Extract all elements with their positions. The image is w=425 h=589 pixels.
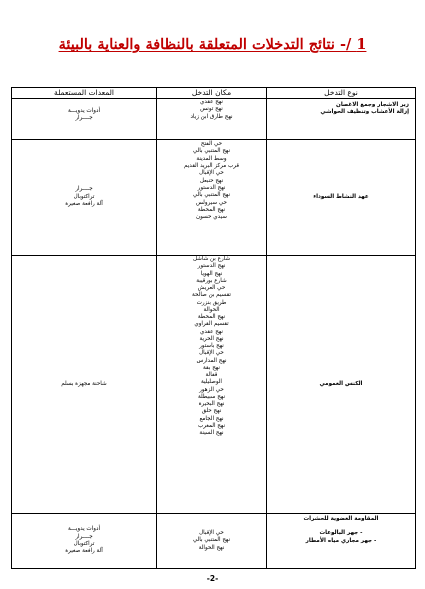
equipment-item: أدوات يدويـــة <box>67 526 100 533</box>
place-item: نهج المتنبي بالي <box>192 148 231 155</box>
place-item: نهج عقدي <box>199 99 223 105</box>
table-header-row <box>12 88 416 99</box>
place-item: نهج حلق <box>201 408 222 415</box>
place-item: نهج بقة <box>203 364 220 371</box>
place-item: تقسيم القراوي <box>194 321 229 328</box>
place-item: نهج الهويا <box>200 270 223 277</box>
places-cell <box>157 256 267 514</box>
place-item: نهج طارق ابن زياد <box>190 113 233 120</box>
place-item: حي الزهور <box>199 386 224 393</box>
header-type: نوع التدخل <box>267 88 416 99</box>
place-item: نهج باستور <box>199 343 224 349</box>
place-item: طريق بنزرت <box>196 299 227 306</box>
equipment-item: جــــرار <box>75 533 93 540</box>
type-line: إزالة الأعشاب وتنظيف الحواشي <box>320 109 409 116</box>
place-item: نهج الجامع <box>199 415 224 422</box>
place-item: حي العريش <box>197 285 226 291</box>
page-title: 1 /- نتائج التدخلات المتعلقة بالنظافة والعناية بالبيئة <box>58 36 367 53</box>
equipment-item: آلة رافعة صغيرة <box>65 201 103 208</box>
equipment-cell <box>12 514 157 569</box>
equipment-item: تراكتوبال <box>73 193 95 200</box>
type-cell <box>267 99 416 140</box>
place-item: نهج المحطة <box>197 314 226 320</box>
table-row <box>12 140 416 256</box>
place-item: حي الفتح <box>200 141 223 147</box>
place-item: نهج الدستور <box>197 263 226 270</box>
place-item: نهج المحطة <box>197 207 226 214</box>
place-item: حي سيرولس <box>196 199 227 206</box>
place-item: حي الإقبال <box>199 170 224 177</box>
equipment-cell <box>12 140 157 256</box>
place-item: سيدي حسون <box>196 214 227 221</box>
place-item: نهج حنبعل <box>199 177 224 184</box>
equipment-cell <box>12 256 157 514</box>
place-item: نهج سبيطلة <box>197 393 226 400</box>
equipment-item: شاحنة مجهزة بسلم <box>61 380 107 387</box>
place-item: نهج الحوالة <box>198 544 225 551</box>
place-item: وسط المدينة <box>196 155 227 162</box>
type-line: عهد النشاط السوداء <box>313 193 369 200</box>
type-cell <box>267 514 416 569</box>
place-item: نهج الدستور <box>197 185 226 192</box>
place-item: نهج البحيرة <box>198 401 225 407</box>
equipment-item: أدوات يدويـــة <box>67 108 100 114</box>
type-line: الكنس العمومي <box>319 380 363 387</box>
place-item: الوصليلية <box>201 379 222 386</box>
equipment-item: جــــرار <box>75 115 93 122</box>
places-cell <box>157 99 267 140</box>
equipment-item: آلة رافعة صغيرة <box>65 548 103 555</box>
place-item: نهج الحرية <box>199 335 224 342</box>
place-item: قفالة <box>205 372 218 378</box>
place-item: حي الإقبال <box>199 529 224 536</box>
interventions-table <box>11 87 416 569</box>
type-cell <box>267 140 416 256</box>
table-row <box>12 514 416 569</box>
type-cell <box>267 256 416 514</box>
place-item: نهج المتنبي بالي <box>192 192 231 199</box>
place-item: شارع بورقيبة <box>196 277 227 284</box>
place-item: نهج عقدي <box>199 328 223 335</box>
place-item: تقسيم بن صالحة <box>192 292 231 299</box>
equipment-item: جــــرار <box>75 186 93 193</box>
table-row <box>12 99 416 140</box>
header-equipment: المعدات المستعملة <box>12 88 157 99</box>
place-item: قرب مركز البريد القديم <box>183 163 240 170</box>
place-item: نهج المتنبي بالي <box>192 537 231 544</box>
header-place: مكان التدخل <box>157 88 267 99</box>
type-line: - جهر البالوعات <box>319 530 363 537</box>
type-line: المقاومة العضوية للحشرات <box>303 516 379 522</box>
place-item: شارع بن شاشل <box>192 256 231 262</box>
places-cell <box>157 140 267 256</box>
place-item: نهج المدارس <box>196 357 227 364</box>
place-item: الحوالة <box>203 306 220 313</box>
equipment-cell <box>12 99 157 140</box>
place-item: نهج المغرب <box>197 422 226 429</box>
type-line: زبر الاشجار وجمع الاغصان <box>336 102 409 108</box>
place-item: نهج السينة <box>199 430 224 436</box>
page-number: -2- <box>206 574 219 583</box>
table-row <box>12 256 416 514</box>
place-item: نهج تونس <box>200 106 223 113</box>
equipment-item: تراكتوبال <box>73 541 95 547</box>
place-item: حي الإقبال <box>199 350 224 357</box>
type-line: - جهر مجاري مياه الأمطار <box>305 537 377 544</box>
places-cell <box>157 514 267 569</box>
